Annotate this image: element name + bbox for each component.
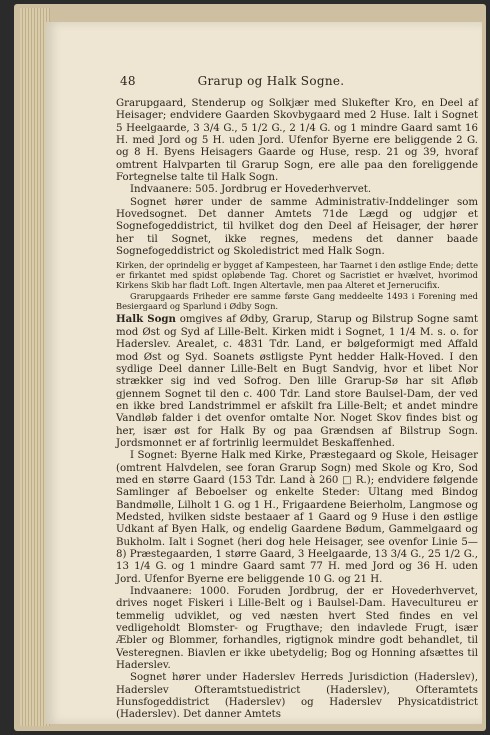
paragraph: Sognet hører under de samme Administrativ-Inddelinger som Hovedsognet. Det danner Amtets 71de Lægd og udgjør et Sognefogeddistrict, til hvilket dog den Deel af Heisager, der hører her til Sognet, ikke regnes, medens det danner baade Sognefogeddistrict og Skoledistrict med Halk Sogn. [116,196,478,258]
paragraph-text: omgives af Ødby, Grarup, Starup og Bilstrup Sogne samt mod Øst og Syd af Lille-Belt. Kirken midt i Sognet, 1 1/4 M. s. o. for Haderslev. Arealet, c. 4831 Tdr. Land, er bølgeformigt med Affald mod Øst og Syd. Soanets østligste Pynt hedder Halk-Hoved. I den sydlige Deel danner Lille-Belt en Bugt Sandvig, hvor et libet Nor strækker sig ind ved Sofrog. Den lille Grarup-Sø har sit Afløb gjennem Sognet til den c. 400 Tdr. Land store Baulsel-Dam, der ved en ikke bred Landstrimmel er afskilt fra Lille-Belt; et andet mindre Vandløb falder i det ovenfor omtalte Nor. Noget Skov findes bist og her, især øst for Halk By og paa Grændsen af Bilstrup Sogn. Jordsmonnet er af fortrinlig leermuldet Beskaffenhed. [116,314,478,449]
page-number: 48 [120,74,136,88]
page-header [86,74,456,90]
page-body [116,98,478,722]
small-print-note: Grarupgaards Friheder ere samme første Gang meddeelte 1493 i Forening med Besiergaard og Sparlund i Ødby Sogn. [116,291,478,312]
paragraph: I Sognet: Byerne Halk med Kirke, Præstegaard og Skole, Heisager (omtrent Halvdelen, see foran Grarup Sogn) med Skole og Kro, Sod med en større Gaard (153 Tdr. Land à 260 □ R.); endvidere følgende Samlinger af Beboelser og enkelte Steder: Ultang med Bindog Bandmølle, Lilholt 1 G. og 1 H., Frigaardene Beierholm, Langmose og Medsted, hvilken sidste bestaaer af 1 Gaard og 9 Huse i den østlige Udkant af Byen Halk, og endelig Gaardene Bødum, Gammelgaard og Bukholm. Ialt i Sognet (heri dog hele Heisager, see ovenfor Linie 5—8) Præstegaarden, 1 større Gaard, 3 Heelgaarde, 13 3/4 G., 25 1/2 G., 13 1/4 G. og 1 mindre Gaard samt 77 H. med Jord og 36 H. uden Jord. Ufenfor Byerne ere beliggende 10 G. og 21 H. [116,450,478,585]
paragraph: Indvaanere: 505. Jordbrug er Hovederhvervet. [130,184,372,196]
paragraph: Grarupgaard, Stenderup og Solkjær med Slukefter Kro, en Deel af Heisager; endvidere Gaarden Skovbygaard med 2 Huse. Ialt i Sognet 5 Heelgaarde, 3 3/4 G., 5 1/2 G., 2 1/4 G. og 1 mindre Gaard samt 16 H. med Jord og 5 H. uden Jord. Ufenfor Byerne ere beliggende 2 G. og 8 H. Byens Heisagers Gaarde og Huse, resp. 21 og 39, hvoraf omtrent Halvparten til Grarup Sogn, ere alle paa den foreliggende Fortegnelse talte til Halk Sogn. [116,98,478,184]
section-lead: Halk Sogn [116,313,176,326]
paragraph: Indvaanere: 1000. Foruden Jordbrug, der er Hovederhvervet, drives noget Fiskeri i Lille-Belt og i Baulsel-Dam. Havecultureu er temmelig udviklet, og ved næsten hvert Sted findes en vel vedligeholdt Blomster- og Frugthave; den indavlede Frugt, især Æbler og Blommer, forhandles, rigtignok mindre godt behandlet, til Vesteregnen. Biavlen er ikke ubetydelig; Bog og Honning afsættes til Haderslev. [116,586,478,672]
paragraph: Sognet hører under Haderslev Herreds Jurisdiction (Haderslev), Haderslev Ofteramtstuedistrict (Haderslev), Ofteramtets Hunsfogeddistrict (Haderslev) og Haderslev Physicatdistrict (Haderslev). Det danner Amtets [116,672,478,721]
paragraph [116,313,478,450]
running-title: Grarup og Halk Sogne. [197,74,345,88]
small-print-note: Kirken, der oprindelig er bygget af Kampesteen, har Taarnet i den østlige Ende; dette er firkantet med spidst opløbende Tag. Choret og Sacristiet er hvælvet, hvorimod Kirkens Skib har fladt Loft. Ingen Altertavle, men paa Alteret et Jernerucifix. [116,260,478,291]
